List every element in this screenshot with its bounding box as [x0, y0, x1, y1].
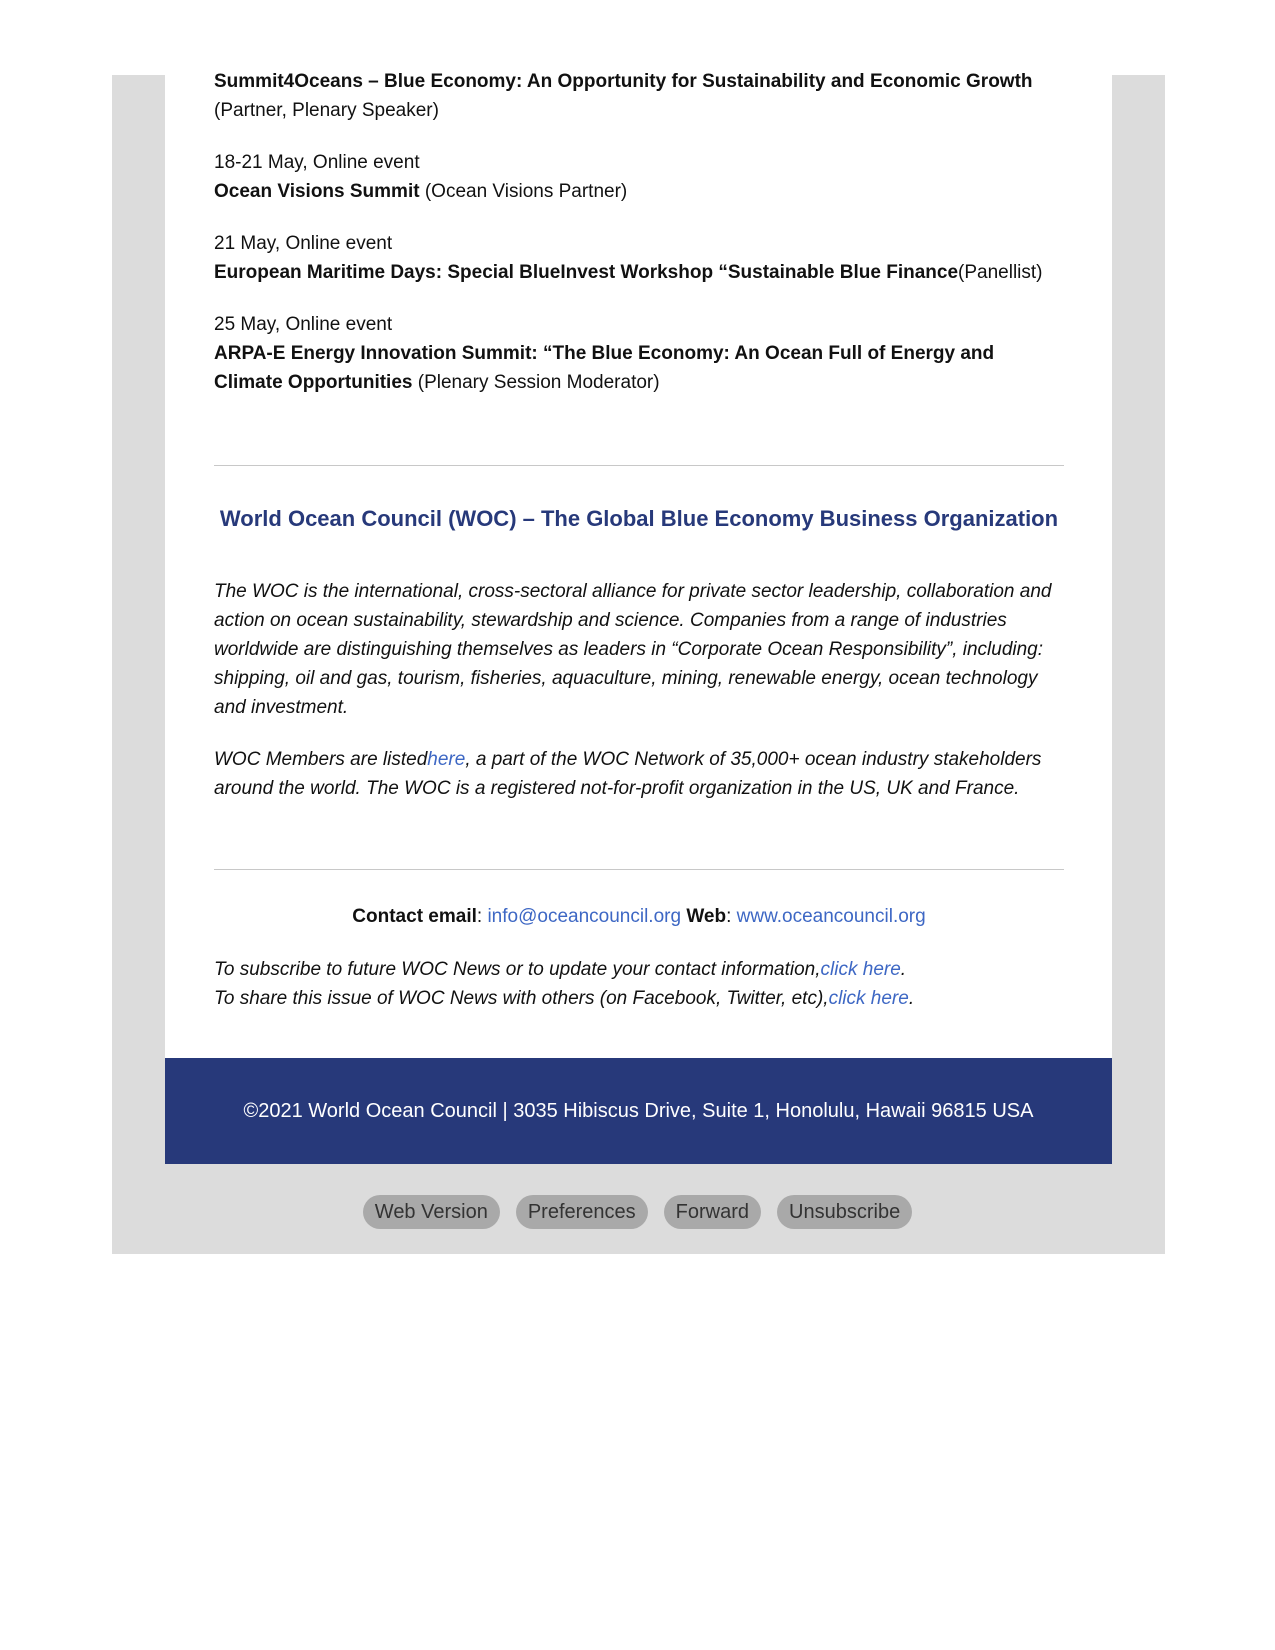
share-link[interactable]: click here	[828, 988, 909, 1009]
about-heading: World Ocean Council (WOC) – The Global Blue Economy Business Organization	[219, 506, 1059, 531]
copyright-text: ©2021 World Ocean Council | 3035 Hibiscus Drive, Suite 1, Honolulu, Hawaii 96815 USA	[243, 1100, 1034, 1122]
event-date: 18-21 May, Online event	[214, 152, 420, 173]
about-paragraph: The WOC is the international, cross-sectoral alliance for private sector leadership, collaboration and action on ocean sustainability, stewardship and science. Companies from a range of industries worldwide are distinguishing themselves as leaders in “Corporate Ocean Responsibility”, including: shipping, oil and gas, tourism, fisheries, aquaculture, mining, renewable energy, ocean technology and investment.	[214, 581, 1052, 718]
about-text	[214, 577, 1064, 826]
preferences-button[interactable]: Preferences	[516, 1195, 648, 1229]
section-divider	[214, 465, 1064, 466]
members-link[interactable]: here	[427, 749, 466, 770]
event-date: 25 May, Online event	[214, 314, 393, 335]
share-text: To share this issue of WOC News with others (on Facebook, Twitter, etc),	[214, 988, 829, 1009]
event-item	[214, 310, 1064, 397]
event-item	[214, 229, 1064, 287]
event-item	[214, 148, 1064, 206]
event-role: (Plenary Session Moderator)	[412, 372, 660, 393]
contact-line: Contact email: info@oceancouncil.org Web: www.oceancouncil.org	[352, 906, 926, 927]
web-label: Web	[686, 906, 727, 927]
section-divider	[214, 869, 1064, 870]
forward-button[interactable]: Forward	[664, 1195, 761, 1229]
footer-buttons	[0, 1195, 1275, 1229]
footer-band	[165, 1058, 1112, 1164]
web-link[interactable]: www.oceancouncil.org	[736, 906, 926, 927]
event-title: European Maritime Days: Special BlueInvest Workshop “Sustainable Blue Finance	[214, 262, 959, 283]
event-title: ARPA-E Energy Innovation Summit: “The Blue Economy: An Ocean Full of Energy and Climate Opportunities	[214, 343, 995, 393]
members-paragraph	[214, 745, 1064, 803]
email-label: Contact email	[352, 906, 477, 927]
event-role: (Panellist)	[958, 262, 1043, 283]
members-prefix: WOC Members are listed	[214, 749, 428, 770]
unsubscribe-button[interactable]: Unsubscribe	[777, 1195, 912, 1229]
event-title: Ocean Visions Summit	[214, 181, 420, 202]
subscribe-link[interactable]: click here	[820, 959, 901, 980]
subscribe-block: To subscribe to future WOC News or to update your contact information,click here. To share this issue of WOC News with others (on Facebook, Twitter, etc),click here.	[214, 959, 915, 1009]
event-title: Summit4Oceans – Blue Economy: An Opportunity for Sustainability and Economic Growth	[214, 71, 1033, 92]
event-item	[214, 67, 1064, 125]
event-role: (Partner, Plenary Speaker)	[214, 100, 439, 121]
subscribe-text: To subscribe to future WOC News or to update your contact information,	[214, 959, 821, 980]
email-link[interactable]: info@oceancouncil.org	[487, 906, 682, 927]
members-suffix: , a part of the WOC Network of 35,000+ ocean industry stakeholders around the world. The WOC is a registered not-for-profit organization in the US, UK and France.	[214, 749, 1042, 799]
event-date: 21 May, Online event	[214, 233, 393, 254]
web-version-button[interactable]: Web Version	[363, 1195, 500, 1229]
events-list	[214, 67, 1064, 420]
event-role: (Ocean Visions Partner)	[419, 181, 628, 202]
